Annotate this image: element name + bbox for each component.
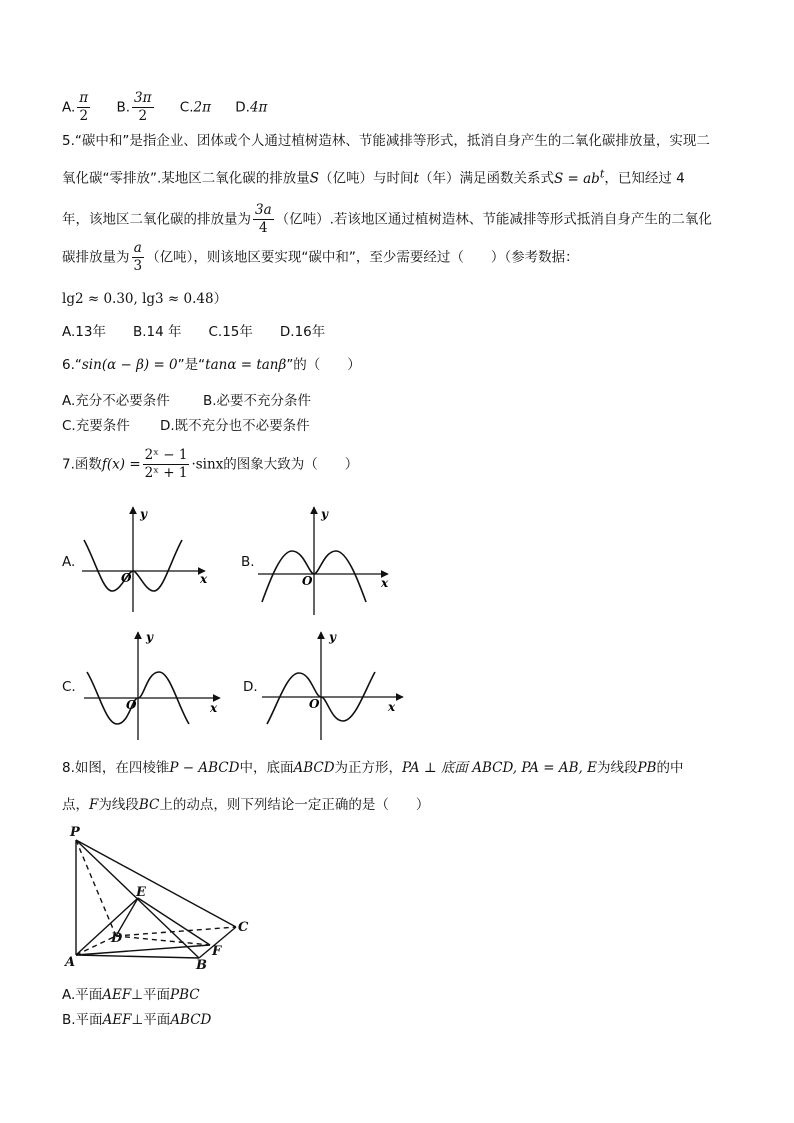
q5-line-3: 年，该地区二氧化碳的排放量为 $\frac{3a}{4}$ （亿吨）.若该地区通过植树造林、节能减排等形式抵消自身产生的二氧化 [62, 202, 712, 236]
q6-option-b: B.必要不充分条件 [203, 393, 312, 409]
q4-option-d-value: 4π [249, 99, 268, 116]
q5-options: A.13年 B.14 年 C.15年 D.16年 [62, 324, 326, 340]
svg-text:P: P [70, 825, 80, 840]
q8-option-a: A.平面AEF⊥平面PBC [62, 987, 200, 1003]
q4-option-a-label: A. [62, 99, 76, 116]
q6-stem: 6.“sin(α − β) = 0”是“tanα = tanβ”的（ ） [62, 357, 361, 373]
q5-line-1: 5.“碳中和”是指企业、团体或个人通过植树造林、节能减排等形式，抵消自身产生的二氧化碳排放量，实现二 [62, 133, 710, 149]
svg-text:y: y [140, 507, 147, 521]
q5-line-4: 碳排放量为 $\frac{a}{3}$ （亿吨），则该地区要实现“碳中和”，至少需要经过（ ）（参考数据： [62, 240, 579, 274]
svg-text:B: B [196, 958, 207, 973]
svg-text:x: x [381, 576, 389, 590]
q7-graph-label-a: A. [62, 554, 76, 570]
q4-option-c-label: C. [179, 99, 194, 116]
q8-vertex-labels [63, 825, 249, 973]
svg-text:E: E [136, 885, 146, 900]
svg-text:C: C [238, 920, 249, 935]
svg-text:y: y [329, 630, 336, 644]
q8-line-1: 8.如图，在四棱锥P − ABCD中，底面ABCD为正方形，PA ⊥ 底面 ABCD, PA = AB, E为线段PB的中 [62, 760, 684, 776]
q7-graph-label-b: B. [241, 554, 255, 570]
svg-text:O: O [309, 697, 320, 711]
q7-fraction: $\frac{\text{2ˣ − 1}}{\text{2ˣ + 1}}$ [144, 447, 188, 481]
q7-graph-c [84, 630, 220, 740]
q6-option-c: C.充要条件 [62, 418, 130, 434]
svg-text:y: y [321, 507, 328, 521]
q6-option-d: D.既不充分也不必要条件 [160, 418, 310, 434]
q8-line-2: 点，F为线段BC上的动点，则下列结论一定正确的是（ ） [62, 797, 430, 813]
q7-graph-label-c: C. [62, 679, 76, 695]
svg-text:x: x [210, 701, 218, 715]
q8-option-b: B.平面AEF⊥平面ABCD [62, 1012, 212, 1028]
q5-reference-data: lg2 ≈ 0.30, lg3 ≈ 0.48） [62, 291, 228, 307]
q4-option-c-value: 2π [193, 99, 211, 116]
svg-text:D: D [111, 931, 123, 946]
svg-text:O: O [126, 698, 137, 712]
q8-pyramid-figure [76, 840, 236, 958]
svg-text:F: F [212, 944, 222, 959]
q7-graph-label-d: D. [243, 679, 258, 695]
q7-graph-b [258, 507, 389, 615]
q4-option-b-fraction: $\frac{3\pi}{2}$ [134, 90, 152, 124]
q4-options [62, 90, 267, 125]
q7-graph-a [82, 507, 208, 612]
svg-text:x: x [388, 700, 396, 714]
q4-option-b-label: B. [116, 99, 131, 116]
svg-text:A: A [65, 955, 76, 970]
svg-text:x: x [200, 572, 208, 586]
q7-graph-d [262, 630, 403, 740]
q7-stem: 7.函数f(x) = $\frac{\text{2ˣ − 1}}{\text{2ˣ + 1}}$ ·sinx的图象大致为（ ） [62, 447, 359, 481]
svg-text:y: y [146, 630, 153, 644]
q4-option-a-fraction: $\frac{\pi}{2}$ [79, 90, 89, 124]
q6-option-a: A.充分不必要条件 [62, 393, 170, 409]
q4-option-d-label: D. [235, 99, 250, 116]
q5-fraction-a-3: $\frac{a}{3}$ [133, 240, 143, 274]
q5-fraction-3a-4: $\frac{3a}{4}$ [255, 202, 272, 236]
svg-text:O: O [121, 571, 132, 585]
svg-text:O: O [302, 574, 313, 588]
q5-line-2: 氧化碳“零排放”.某地区二氧化碳的排放量S（亿吨）与时间t（年）满足函数关系式$S = ab^t$，已知经过 4 [62, 167, 685, 187]
q5-formula: $S = ab^t$ [553, 167, 605, 187]
